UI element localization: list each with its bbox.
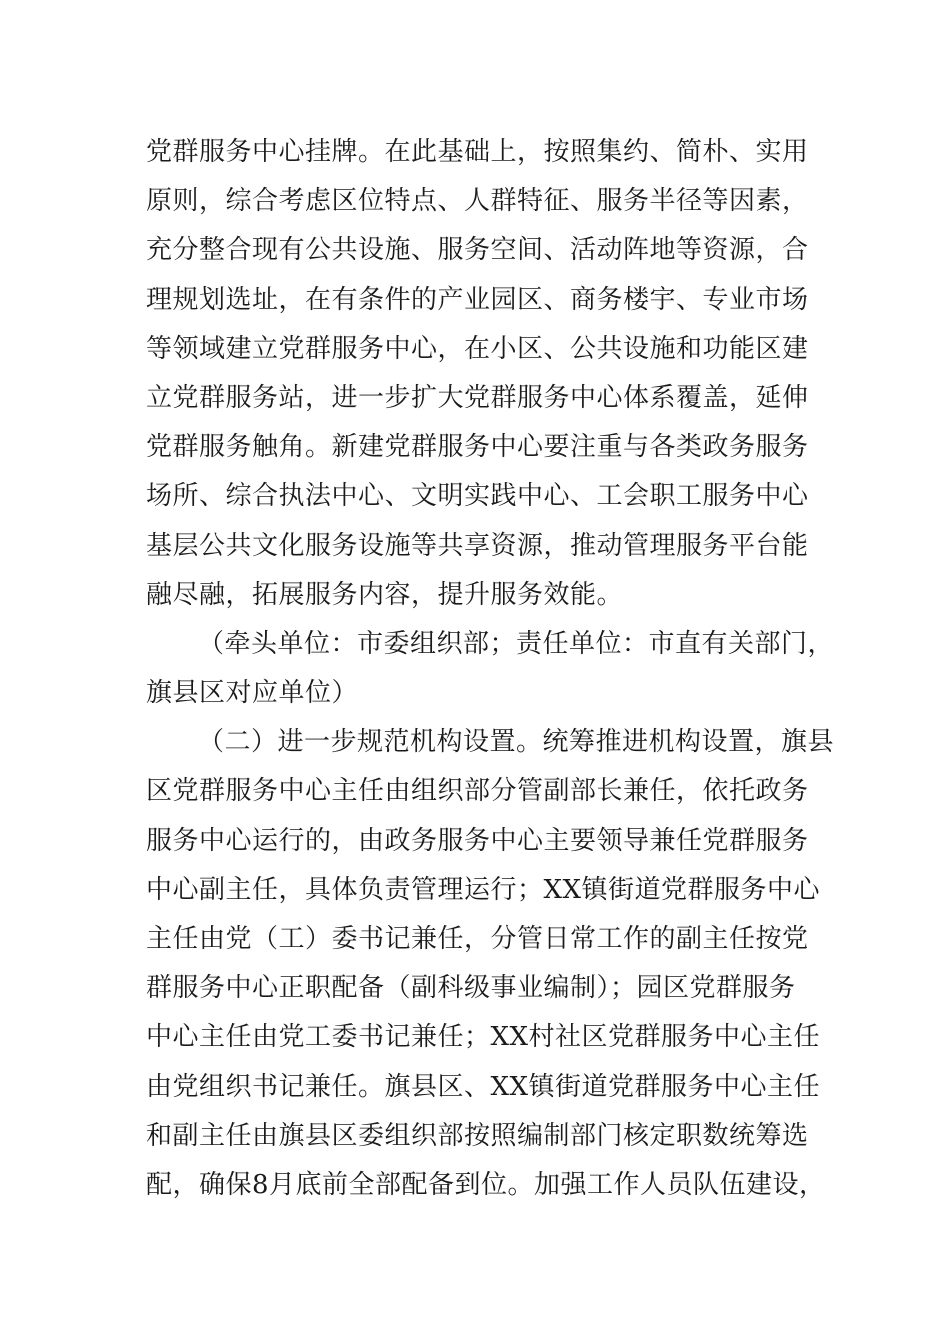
text-line: 理规划选址，在有条件的产业园区、商务楼宇、专业市场	[146, 284, 809, 315]
text-line: 主任由党（工）委书记兼任，分管日常工作的副主任按党	[146, 924, 809, 954]
text-line: 党群服务中心挂牌。在此基础上，按照集约、简朴、实用	[146, 137, 809, 167]
text-line: 由党组织书记兼任。旗县区、XX镇街道党群服务中心主任	[146, 1071, 821, 1102]
text-line: 配，确保8月底前全部配备到位。加强工作人员队伍建设，	[146, 1169, 826, 1200]
text-line: 服务中心运行的，由政务服务中心主要领导兼任党群服务	[146, 825, 809, 856]
body-text	[146, 128, 835, 1210]
responsibility-note-cont: 旗县区对应单位）	[146, 678, 359, 709]
text-line: 党群服务触角。新建党群服务中心要注重与各类政务服务	[146, 432, 809, 463]
text-line: 充分整合现有公共设施、服务空间、活动阵地等资源，合	[146, 235, 809, 266]
text-line: 融尽融，拓展服务内容，提升服务效能。	[146, 579, 624, 610]
text-line: 中心副主任，具体负责管理运行；XX镇街道党群服务中心	[146, 874, 821, 905]
text-line: 场所、综合执法中心、文明实践中心、工会职工服务中心	[146, 481, 809, 512]
text-line: 基层公共文化服务设施等共享资源，推动管理服务平台能	[146, 530, 809, 561]
text-line: 等领域建立党群服务中心，在小区、公共设施和功能区建	[146, 333, 809, 364]
responsibility-note: （牵头单位：市委组织部；责任单位：市直有关部门，	[198, 628, 835, 659]
text-line: 中心主任由党工委书记兼任；XX村社区党群服务中心主任	[146, 1022, 821, 1053]
section-heading-line: （二）进一步规范机构设置。统筹推进机构设置，旗县	[198, 727, 835, 758]
text-line: 立党群服务站，进一步扩大党群服务中心体系覆盖，延伸	[146, 382, 809, 413]
text-line: 和副主任由旗县区委组织部按照编制部门核定职数统筹选	[146, 1120, 809, 1151]
text-line: 区党群服务中心主任由组织部分管副部长兼任，依托政务	[146, 776, 809, 807]
text-line: 原则，综合考虑区位特点、人群特征、服务半径等因素，	[146, 186, 809, 217]
text-line: 群服务中心正职配备（副科级事业编制）；园区党群服务	[146, 973, 796, 1004]
